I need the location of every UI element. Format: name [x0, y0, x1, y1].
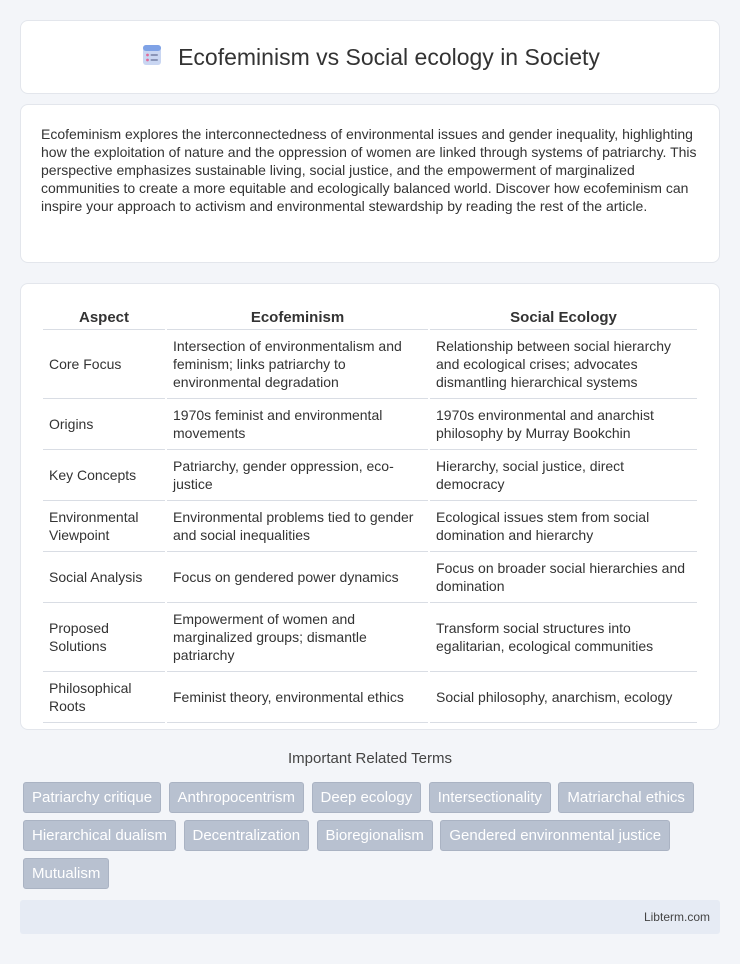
- footer-brand[interactable]: Libterm.com: [643, 910, 710, 924]
- intro-card: [20, 104, 720, 263]
- table-cell: Feminist theory, environmental ethics: [167, 672, 428, 723]
- table-cell: Empowerment of women and marginalized groups; dismantle patriarchy: [167, 603, 428, 672]
- header-aspect: Aspect: [43, 304, 165, 330]
- table-row: [43, 501, 697, 552]
- related-term-tag[interactable]: Matriarchal ethics: [558, 782, 694, 813]
- table-cell: Intersection of environmentalism and feminism; links patriarchy to environmental degradation: [167, 330, 428, 399]
- comparison-table-card: [20, 283, 720, 730]
- related-term-tag[interactable]: Decentralization: [184, 820, 310, 851]
- related-term-tag[interactable]: Patriarchy critique: [23, 782, 161, 813]
- table-cell: Philosophical Roots: [43, 672, 165, 723]
- related-term-tag[interactable]: Anthropocentrism: [169, 782, 305, 813]
- table-cell: Environmental problems tied to gender and social inequalities: [167, 501, 428, 552]
- table-cell: 1970s feminist and environmental movements: [167, 399, 428, 450]
- table-row: [43, 450, 697, 501]
- table-row: [43, 330, 697, 399]
- table-row: [43, 399, 697, 450]
- header-card: [20, 20, 720, 94]
- table-cell: Ecological issues stem from social domination and hierarchy: [430, 501, 697, 552]
- related-term-tag[interactable]: Intersectionality: [429, 782, 551, 813]
- table-cell: Patriarchy, gender oppression, eco-justice: [167, 450, 428, 501]
- table-cell: Focus on broader social hierarchies and domination: [430, 552, 697, 603]
- footer: [20, 900, 720, 934]
- table-cell: Proposed Solutions: [43, 603, 165, 672]
- table-row: [43, 672, 697, 723]
- table-cell: Key Concepts: [43, 450, 165, 501]
- related-term-tag[interactable]: Gendered environmental justice: [440, 820, 670, 851]
- table-header-row: [43, 304, 697, 330]
- related-terms-title: Important Related Terms: [288, 750, 452, 767]
- table-cell: Origins: [43, 399, 165, 450]
- related-terms-list: [23, 782, 723, 896]
- header-ecofeminism: Ecofeminism: [167, 304, 428, 330]
- table-cell: Focus on gendered power dynamics: [167, 552, 428, 603]
- page-title: Ecofeminism vs Social ecology in Society: [178, 43, 600, 70]
- table-row: [43, 603, 697, 672]
- comparison-table: [41, 304, 699, 723]
- table-cell: Relationship between social hierarchy and ecological crises; advocates dismantling hierarchical systems: [430, 330, 697, 399]
- document-list-icon: [140, 43, 164, 72]
- table-row: [43, 552, 697, 603]
- table-cell: Core Focus: [43, 330, 165, 399]
- related-term-tag[interactable]: Bioregionalism: [317, 820, 433, 851]
- header-social-ecology: Social Ecology: [430, 304, 697, 330]
- table-cell: Hierarchy, social justice, direct democracy: [430, 450, 697, 501]
- intro-text: Ecofeminism explores the interconnectedness of environmental issues and gender inequality, highlighting how the exploitation of nature and the oppression of women are linked through systems of patriarchy. This perspective emphasizes sustainable living, social justice, and the empowerment of marginalized communities to create a more equitable and ecologically balanced world. Discover how ecofeminism can inspire your approach to activism and environmental stewardship by reading the rest of the article.: [41, 126, 697, 214]
- related-term-tag[interactable]: Deep ecology: [312, 782, 422, 813]
- table-cell: Social philosophy, anarchism, ecology: [430, 672, 697, 723]
- table-cell: Social Analysis: [43, 552, 165, 603]
- related-term-tag[interactable]: Mutualism: [23, 858, 109, 889]
- table-cell: 1970s environmental and anarchist philosophy by Murray Bookchin: [430, 399, 697, 450]
- table-cell: Transform social structures into egalitarian, ecological communities: [430, 603, 697, 672]
- table-cell: Environmental Viewpoint: [43, 501, 165, 552]
- related-term-tag[interactable]: Hierarchical dualism: [23, 820, 176, 851]
